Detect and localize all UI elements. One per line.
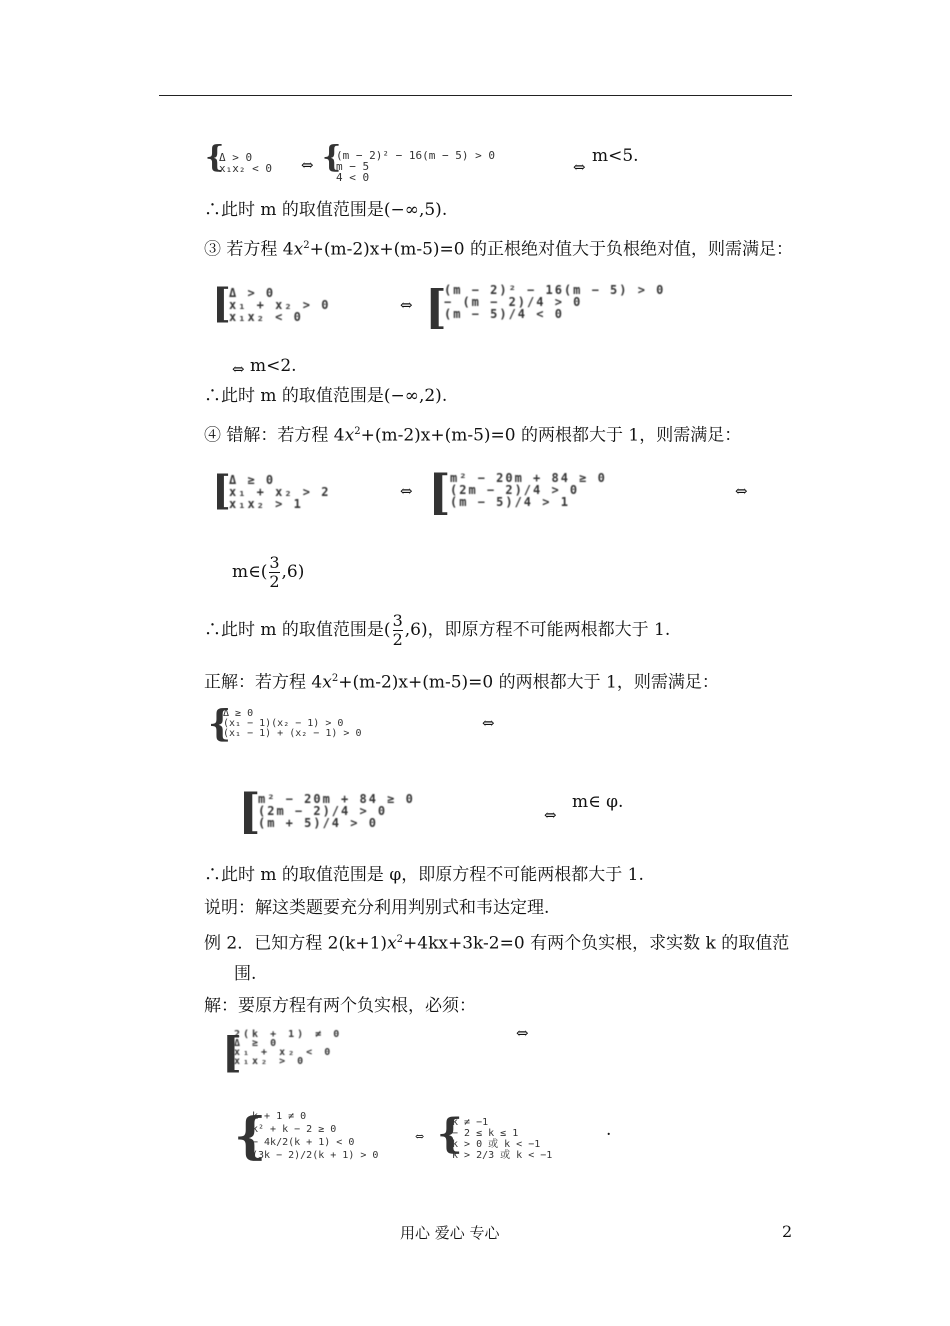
note: 说明：解这类题要充分利用判别式和韦达定理. — [204, 898, 550, 918]
brace: [ — [212, 280, 231, 327]
brace: { — [205, 140, 225, 175]
example-2-continued: 围. — [234, 964, 257, 984]
iff-symbol: ⇔ — [516, 1024, 529, 1042]
equation-system-7-left: k + 1 ≠ 0 k² + k − 2 ≥ 0 − 4k/2(k + 1) < 0 (3k − 2)/2(k + 1) > 0 — [252, 1111, 379, 1161]
equation-system-5: m² − 20m + 84 ≥ 0 (2m − 2)/4 > 0 (m + 5)/4 > 0 — [258, 792, 415, 830]
equation-system-4: Δ ≥ 0 (x₁ − 1)(x₂ − 1) > 0 (x₁ − 1) + (x₂ − 1) > 0 — [223, 708, 362, 739]
header-rule — [159, 95, 792, 96]
equation-system-3-left: Δ ≥ 0 x₁ + x₂ > 2 x₁x₂ > 1 — [229, 473, 331, 511]
brace: { — [234, 1106, 267, 1165]
iff-symbol: ⇔ — [735, 482, 748, 500]
iff-symbol: ⇔ — [573, 158, 586, 176]
equation-system-6: 2(k + 1) ≠ 0 Δ ≥ 0 x₁ + x₂ < 0 x₁x₂ > 0 — [234, 1029, 343, 1067]
equation-system-2-left: Δ > 0 x₁ + x₂ > 0 x₁x₂ < 0 — [229, 286, 331, 324]
brace: { — [437, 1110, 463, 1157]
case3-statement: ③ 若方程 $4x^2+(m-2)x+(m-5)=0$ 的正根绝对值大于负根绝对值，则需满足： — [204, 239, 794, 260]
sys5-result: m∈ φ. — [572, 792, 624, 812]
brace: [ — [238, 784, 261, 840]
brace: [ — [212, 467, 231, 514]
equation-system-1-left: Δ > 0 x₁x₂ < 0 — [219, 151, 272, 175]
iff-symbol: ⇔ — [544, 806, 557, 824]
range-line-3: ∴此时 m 的取值范围是( $\frac{3}{2}$ ,6)，即原方程不可能两根都大于 1. — [204, 611, 671, 649]
iff-symbol: ⇔ — [400, 482, 413, 500]
iff-symbol: ⇔ — [415, 1130, 425, 1143]
brace: [ — [425, 280, 447, 334]
range-line-4: ∴此时 m 的取值范围是 φ，即原方程不可能两根都大于 1. — [204, 865, 644, 885]
brace: { — [322, 140, 342, 175]
equation-system-1-right: (m − 2)² − 16(m − 5) > 0 m − 5 4 < 0 — [336, 149, 495, 184]
equation-system-3-right: m² − 20m + 84 ≥ 0 (2m − 2)/4 > 0 (m − 5)/4 > 1 — [450, 471, 607, 509]
sys7-end: . — [606, 1120, 612, 1140]
correct-solution-statement: 正解：若方程 $4x^2+(m-2)x+(m-5)=0$ 的两根都大于 1，则需满足： — [204, 672, 719, 693]
solution-intro: 解：要原方程有两个负实根，必须： — [204, 996, 476, 1016]
equation-system-7-right: k ≠ −1 − 2 ≤ k ≤ 1 k > 0 或 k < −1 k > 2/3 或 k < −1 — [452, 1117, 553, 1161]
wrong-result: m∈( $\frac{3}{2}$ ,6) — [232, 553, 305, 591]
brace: [ — [222, 1028, 242, 1077]
sys2-result: m<2. — [250, 356, 297, 376]
equation-system-2-right: (m − 2)² − 16(m − 5) > 0 − (m − 2)/4 > 0 (m − 5)/4 < 0 — [444, 283, 666, 321]
iff-symbol: ⇔ — [232, 360, 245, 378]
iff-symbol: ⇔ — [301, 156, 314, 174]
brace: { — [208, 703, 232, 745]
iff-symbol: ⇔ — [482, 714, 495, 732]
iff-symbol: ⇔ — [400, 296, 413, 314]
sys1-result: m<5. — [592, 146, 639, 166]
range-line-1: ∴此时 m 的取值范围是(−∞,5). — [204, 200, 448, 220]
case4-statement: ④ 错解：若方程 $4x^2+(m-2)x+(m-5)=0$ 的两根都大于 1，则需满足： — [204, 425, 742, 446]
page-number: 2 — [782, 1222, 793, 1241]
brace: [ — [428, 465, 451, 521]
range-line-2: ∴此时 m 的取值范围是(−∞,2). — [204, 386, 448, 406]
example-2: 例 2．已知方程 $2(k+1)x^2+4kx+3k-2=0$ 有两个负实根，求实数 k 的取值范 — [204, 933, 790, 954]
page-footer: 用心 爱心 专心 — [400, 1224, 500, 1242]
